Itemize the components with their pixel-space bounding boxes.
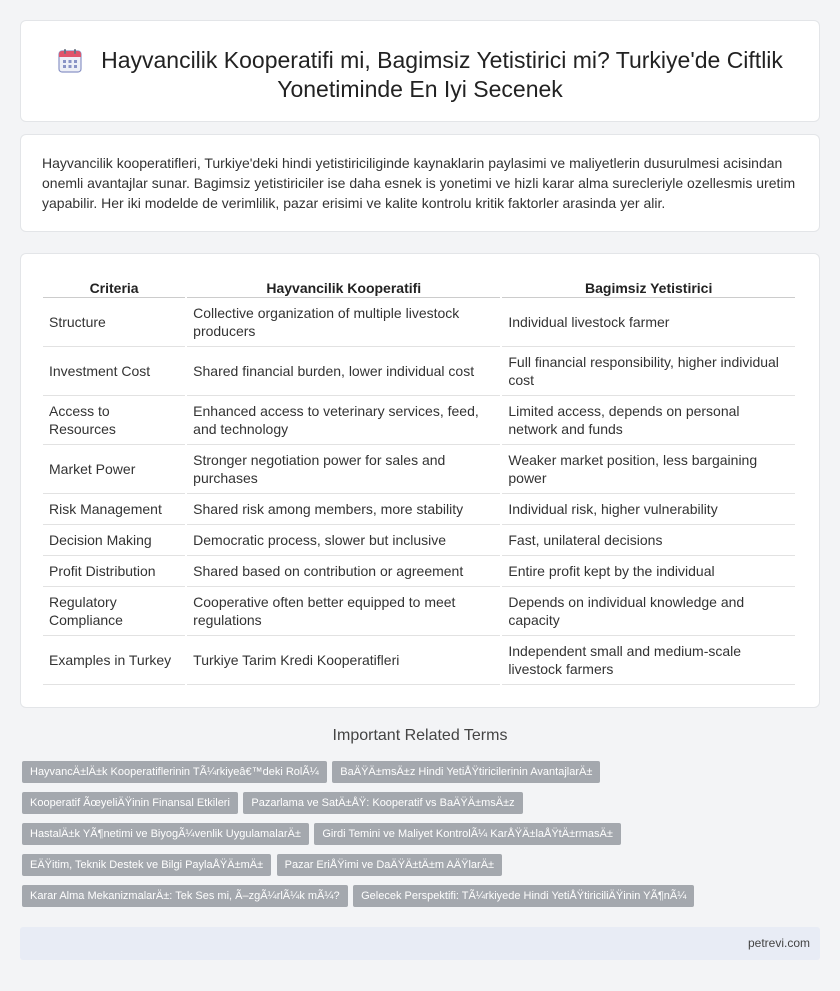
comparison-table xyxy=(41,274,797,685)
related-term-tag[interactable]: EÄŸitim, Teknik Destek ve Bilgi PaylaÅŸÄ±mÄ± xyxy=(22,854,271,876)
related-term-tag[interactable]: Pazarlama ve SatÄ±ÅŸ: Kooperatif vs BaÄŸÄ±msÄ±z xyxy=(243,792,522,814)
table-cell: Shared financial burden, lower individual cost xyxy=(187,347,500,396)
related-term-tag[interactable]: Gelecek Perspektifi: TÃ¼rkiyede Hindi YetiÅŸtiriciliÄŸinin YÃ¶nÃ¼ xyxy=(353,885,694,907)
column-header: Hayvancilik Kooperatifi xyxy=(187,274,500,298)
table-cell: Entire profit kept by the individual xyxy=(502,556,795,587)
table-row xyxy=(43,587,795,636)
header-card xyxy=(20,20,820,122)
table-cell: Access to Resources xyxy=(43,396,185,445)
related-terms-list xyxy=(22,761,822,916)
footer xyxy=(20,927,820,960)
intro-text: Hayvancilik kooperatifleri, Turkiye'deki hindi yetistiriciliginde kaynaklarin paylasimi ve maliyetlerin dusurulmesi acisindan onemli avantajlar sunar. Bagimsiz yetistiriciler ise daha esnek is yonetimi ve hizli karar alma surecleriyle ozellesmis uretim yapabilir. Her iki modelde de verimlilik, pazar erisimi ve kalite kontrolu kritik faktorler arasinda yer alir. xyxy=(42,155,796,211)
table-cell: Independent small and medium-scale livestock farmers xyxy=(502,636,795,685)
table-row xyxy=(43,396,795,445)
related-term-tag[interactable]: BaÄŸÄ±msÄ±z Hindi YetiÅŸtiricilerinin AvantajlarÄ± xyxy=(332,761,600,783)
table-header-row xyxy=(43,274,795,298)
table-cell: Weaker market position, less bargaining power xyxy=(502,445,795,494)
related-term-tag[interactable]: Karar Alma MekanizmalarÄ±: Tek Ses mi, Ã–zgÃ¼rlÃ¼k mÃ¼? xyxy=(22,885,348,907)
table-cell: Turkiye Tarim Kredi Kooperatifleri xyxy=(187,636,500,685)
table-cell: Enhanced access to veterinary services, feed, and technology xyxy=(187,396,500,445)
related-term-tag[interactable]: Pazar EriÅŸimi ve DaÄŸÄ±tÄ±m AÄŸlarÄ± xyxy=(277,854,502,876)
table-cell: Risk Management xyxy=(43,494,185,525)
related-term-tag[interactable]: HayvancÄ±lÄ±k Kooperatiflerinin TÃ¼rkiyeâ€™deki RolÃ¼ xyxy=(22,761,327,783)
related-terms-title: Important Related Terms xyxy=(332,727,508,744)
column-header: Bagimsiz Yetistirici xyxy=(502,274,795,298)
table-cell: Depends on individual knowledge and capacity xyxy=(502,587,795,636)
table-cell: Stronger negotiation power for sales and purchases xyxy=(187,445,500,494)
table-cell: Shared based on contribution or agreement xyxy=(187,556,500,587)
table-cell: Cooperative often better equipped to meet regulations xyxy=(187,587,500,636)
related-term-tag[interactable]: Girdi Temini ve Maliyet KontrolÃ¼ KarÅŸÄ±laÅŸtÄ±rmasÄ± xyxy=(314,823,621,845)
table-cell: Structure xyxy=(43,298,185,347)
related-term-tag[interactable]: HastalÄ±k YÃ¶netimi ve BiyogÃ¼venlik UygulamalarÄ± xyxy=(22,823,309,845)
table-cell: Limited access, depends on personal network and funds xyxy=(502,396,795,445)
table-cell: Market Power xyxy=(43,445,185,494)
table-row xyxy=(43,298,795,347)
table-cell: Decision Making xyxy=(43,525,185,556)
table-cell: Investment Cost xyxy=(43,347,185,396)
column-header: Criteria xyxy=(43,274,185,298)
table-cell: Collective organization of multiple livestock producers xyxy=(187,298,500,347)
table-row xyxy=(43,494,795,525)
calendar-icon xyxy=(57,48,83,74)
table-cell: Full financial responsibility, higher individual cost xyxy=(502,347,795,396)
page-title: Hayvancilik Kooperatifi mi, Bagimsiz Yetistirici mi? Turkiye'de Ciftlik Yonetiminde En Iyi Secenek xyxy=(101,47,783,102)
table-row xyxy=(43,636,795,685)
intro-card xyxy=(20,134,820,232)
table-row xyxy=(43,347,795,396)
table-row xyxy=(43,556,795,587)
footer-site-link[interactable]: petrevi.com xyxy=(747,936,810,950)
table-cell: Shared risk among members, more stability xyxy=(187,494,500,525)
related-term-tag[interactable]: Kooperatif ÃœyeliÄŸinin Finansal Etkileri xyxy=(22,792,238,814)
table-cell: Profit Distribution xyxy=(43,556,185,587)
table-cell: Fast, unilateral decisions xyxy=(502,525,795,556)
table-cell: Examples in Turkey xyxy=(43,636,185,685)
table-row xyxy=(43,525,795,556)
table-cell: Individual livestock farmer xyxy=(502,298,795,347)
comparison-card xyxy=(20,253,820,708)
table-cell: Individual risk, higher vulnerability xyxy=(502,494,795,525)
table-cell: Regulatory Compliance xyxy=(43,587,185,636)
table-cell: Democratic process, slower but inclusive xyxy=(187,525,500,556)
table-row xyxy=(43,445,795,494)
